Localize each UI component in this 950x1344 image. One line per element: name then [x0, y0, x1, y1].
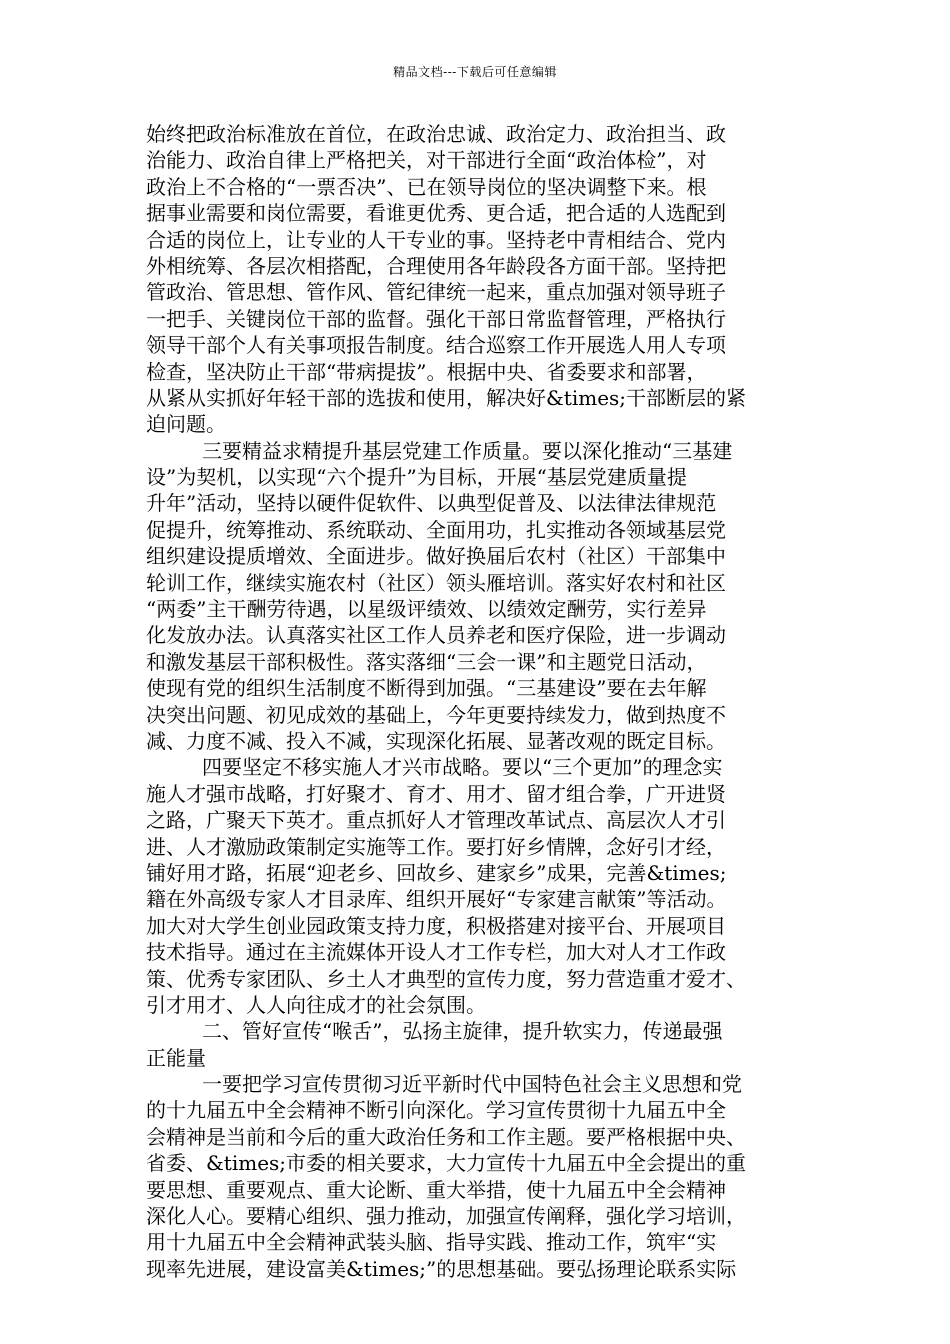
text-line: 决突出问题、初见成效的基础上，今年更要持续发力，做到热度不 [146, 702, 726, 727]
paragraph-start-line: 四要坚定不移实施人才兴市战略。要以“三个更加”的理念实 [202, 755, 723, 780]
text-line: 现率先进展，建设富美&times;”的思想基础。要弘扬理论联系实际 [146, 1256, 737, 1281]
text-line: 领导干部个人有关事项报告制度。结合巡察工作开展选人用人专项 [146, 333, 726, 358]
text-line: 用十九届五中全会精神武装头脑、指导实践、推动工作，筑牢“实 [146, 1230, 717, 1255]
text-line: 一把手、关键岗位干部的监督。强化干部日常监督管理，严格执行 [146, 306, 726, 331]
paragraph-start-line: 一要把学习宣传贯彻习近平新时代中国特色社会主义思想和党 [202, 1072, 742, 1097]
text-line: 铺好用才路，拓展“迎老乡、回故乡、建家乡”成果，完善&times; [146, 860, 727, 885]
text-line: “两委”主干酬劳待遇，以星级评绩效、以绩效定酬劳，实行差异 [146, 597, 707, 622]
page-header: 精品文档---下载后可任意编辑 [393, 65, 557, 79]
text-line: 组织建设提质增效、全面进步。做好换届后农村（社区）干部集中 [146, 544, 726, 569]
text-line: 技术指导。通过在主流媒体开设人才工作专栏，加大对人才工作政 [146, 940, 726, 965]
text-line: 之路，广聚天下英才。重点抓好人才管理改革试点、高层次人才引 [146, 808, 726, 833]
text-line: 外相统筹、各层次相搭配，合理使用各年龄段各方面干部。坚持把 [146, 253, 726, 278]
text-line: 进、人才激励政策制定实施等工作。要打好乡情牌，念好引才经， [146, 834, 726, 859]
text-line: 深化人心。要精心组织、强力推动，加强宣传阐释，强化学习培训， [146, 1204, 746, 1229]
text-line: 籍在外高级专家人才目录库、组织开展好“专家建言献策”等活动。 [146, 887, 727, 912]
text-line: 政治上不合格的“一票否决”、已在领导岗位的坚决调整下来。根 [146, 174, 707, 199]
section-heading-line: 二、管好宣传“喉舌”，弘扬主旋律，提升软实力，传递最强 [202, 1019, 723, 1044]
text-line: 治能力、政治自律上严格把关，对干部进行全面“政治体检”，对 [146, 148, 707, 173]
text-line: 减、力度不减、投入不减，实现深化拓展、显著改观的既定目标。 [146, 728, 726, 753]
text-line: 要思想、重要观点、重大论断、重大举措，使十九届五中全会精神 [146, 1177, 726, 1202]
text-line: 管政治、管思想、管作风、管纪律统一起来，重点加强对领导班子 [146, 280, 726, 305]
section-heading-line: 正能量 [146, 1045, 206, 1070]
text-line: 合适的岗位上，让专业的人干专业的事。坚持老中青相结合、党内 [146, 227, 726, 252]
document-body [146, 121, 822, 1282]
text-line: 从紧从实抓好年轻干部的选拔和使用，解决好&times;干部断层的紧 [146, 385, 747, 410]
text-line: 轮训工作，继续实施农村（社区）领头雁培训。落实好农村和社区 [146, 570, 726, 595]
paragraph-start-line: 三要精益求精提升基层党建工作质量。要以深化推动“三基建 [202, 438, 733, 463]
text-line: 促提升，统筹推动、系统联动、全面用功，扎实推动各领域基层党 [146, 517, 726, 542]
text-line: 会精神是当前和今后的重大政治任务和工作主题。要严格根据中央、 [146, 1124, 746, 1149]
text-line: 迫问题。 [146, 412, 226, 437]
text-line: 据事业需要和岗位需要，看谁更优秀、更合适，把合适的人选配到 [146, 201, 726, 226]
text-line: 使现有党的组织生活制度不断得到加强。“三基建设”要在去年解 [146, 676, 707, 701]
text-line: 策、优秀专家团队、乡土人才典型的宣传力度，努力营造重才爱才、 [146, 966, 746, 991]
text-line: 引才用才、人人向往成才的社会氛围。 [146, 992, 486, 1017]
text-line: 省委、&times;市委的相关要求，大力宣传十九届五中全会提出的重 [146, 1151, 747, 1176]
text-line: 加大对大学生创业园政策支持力度，积极搭建对接平台、开展项目 [146, 913, 726, 938]
text-line: 的十九届五中全会精神不断引向深化。学习宣传贯彻十九届五中全 [146, 1098, 726, 1123]
text-line: 化发放办法。认真落实社区工作人员养老和医疗保险，进一步调动 [146, 623, 726, 648]
text-line: 始终把政治标准放在首位，在政治忠诚、政治定力、政治担当、政 [146, 122, 726, 146]
text-line: 和激发基层干部积极性。落实落细“三会一课”和主题党日活动， [146, 649, 707, 674]
text-line: 检查，坚决防止干部“带病提拔”。根据中央、省委要求和部署， [146, 359, 707, 384]
text-line: 设”为契机，以实现“六个提升”为目标，开展“基层党建质量提 [146, 465, 687, 490]
text-line: 升年”活动，坚持以硬件促软件、以典型促普及、以法律法律规范 [146, 491, 717, 516]
text-line: 施人才强市战略，打好聚才、育才、用才、留才组合拳，广开进贤 [146, 781, 726, 806]
